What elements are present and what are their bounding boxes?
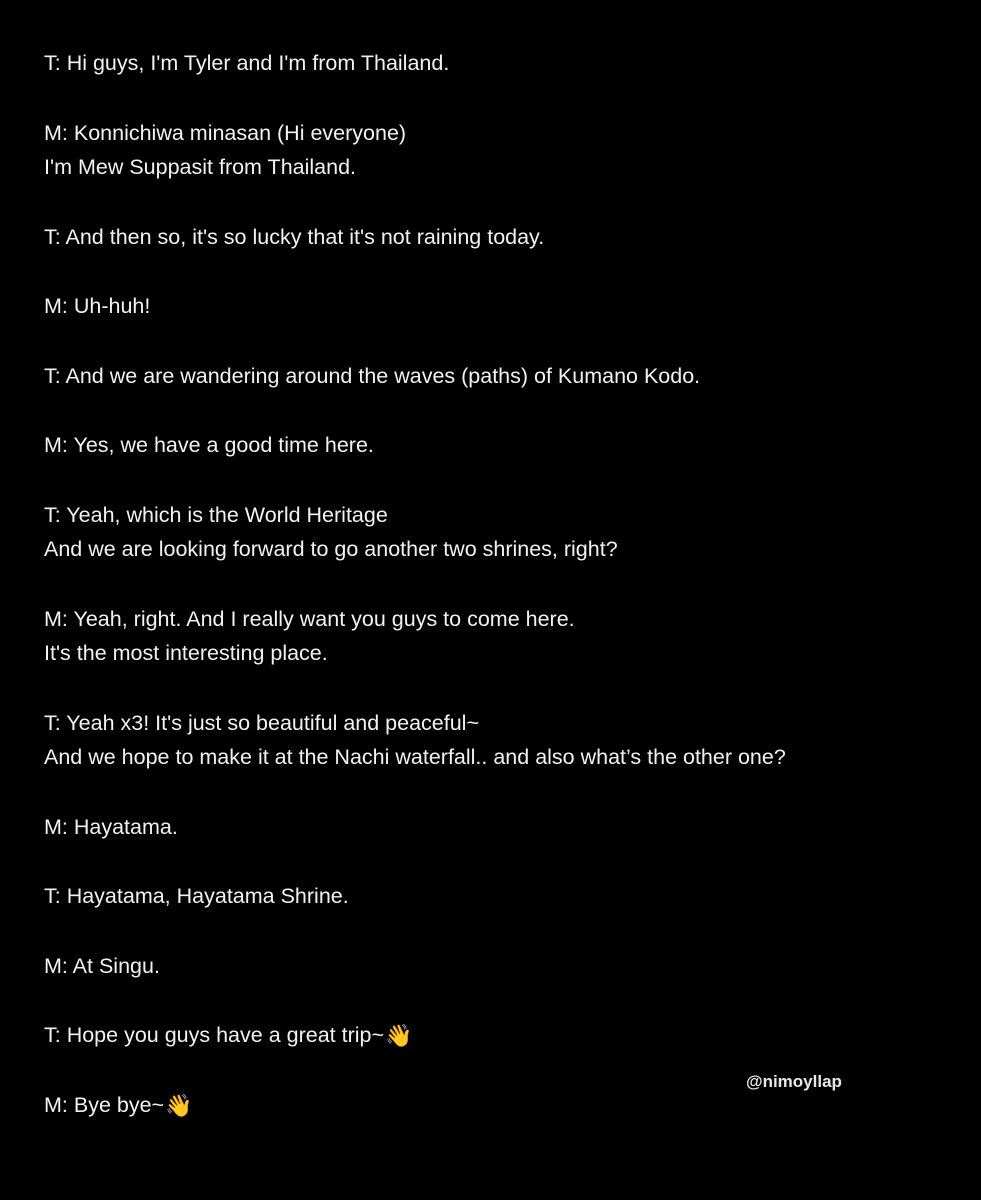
dialogue-text: And we hope to make it at the Nachi waterfall.. and also what’s the other one?: [44, 745, 786, 769]
dialogue-text: T: Yeah, which is the World Heritage: [44, 502, 388, 527]
dialogue-line: [44, 1018, 944, 1053]
dialogue-line: [44, 359, 944, 394]
dialogue-line: [44, 879, 944, 914]
dialogue-text: M: Yes, we have a good time here.: [44, 433, 374, 457]
dialogue-text: It's the most interesting place.: [44, 641, 328, 665]
dialogue-text-row: [44, 1018, 944, 1053]
dialogue-text-row: [44, 1088, 944, 1123]
dialogue-line: [44, 428, 944, 463]
dialogue-text: T: Hope you guys have a great trip~: [44, 1023, 385, 1047]
waving-hand-icon: 👋: [385, 1024, 413, 1049]
dialogue-text: I'm Mew Suppasit from Thailand.: [44, 155, 357, 179]
dialogue-text: M: At Singu.: [44, 953, 160, 978]
dialogue-text: M: Konnichiwa minasan (Hi everyone): [44, 120, 407, 145]
dialogue-text: And we are looking forward to go another two shrines, right?: [44, 537, 618, 561]
dialogue-text: T: Yeah x3! It's just so beautiful and peaceful~: [44, 710, 480, 735]
dialogue-text: T: Hi guys, I'm Tyler and I'm from Thailand.: [44, 51, 450, 75]
dialogue-line: [44, 602, 944, 671]
dialogue-line: [44, 220, 944, 255]
dialogue-text: M: Yeah, right. And I really want you guys to come here.: [44, 606, 575, 631]
dialogue-line: [44, 116, 944, 185]
dialogue-line: [44, 498, 944, 567]
dialogue-text: T: And we are wandering around the waves (paths) of Kumano Kodo.: [44, 363, 701, 388]
dialogue-line: [44, 810, 944, 845]
waving-hand-icon: 👋: [165, 1093, 193, 1119]
dialogue-line: [44, 1088, 944, 1123]
transcript: [44, 46, 944, 1157]
dialogue-text: M: Hayatama.: [44, 814, 178, 839]
dialogue-line: [44, 46, 944, 81]
dialogue-text: M: Bye bye~: [44, 1092, 165, 1117]
dialogue-line: [44, 706, 944, 775]
dialogue-text: T: Hayatama, Hayatama Shrine.: [44, 884, 349, 908]
dialogue-text: T: And then so, it's so lucky that it's not raining today.: [44, 224, 545, 249]
dialogue-line: [44, 289, 944, 324]
dialogue-line: [44, 949, 944, 984]
watermark: @nimoyllap: [746, 1072, 842, 1091]
dialogue-text: M: Uh-huh!: [44, 294, 151, 318]
